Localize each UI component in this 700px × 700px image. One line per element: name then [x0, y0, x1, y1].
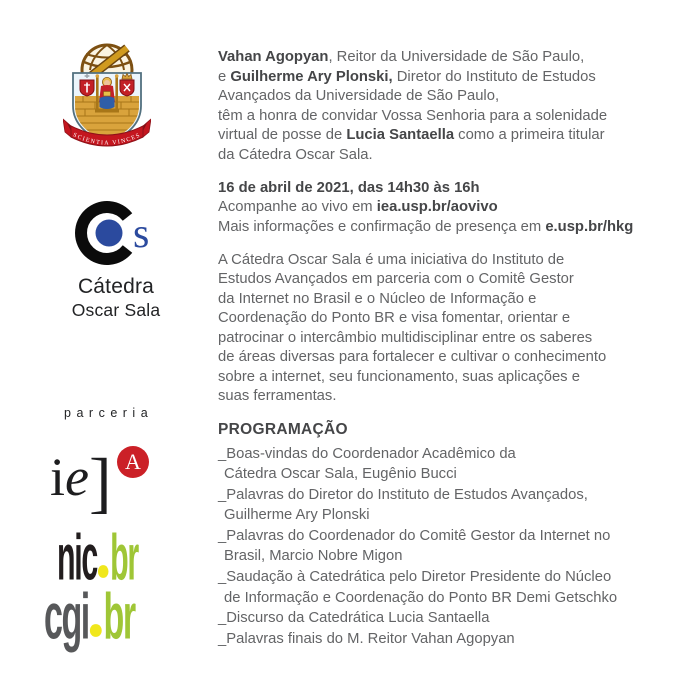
text: , Reitor da Universidade de São Paulo,: [328, 49, 585, 65]
text: Mais informações e confirmação de presença em: [218, 218, 546, 235]
text-line: [218, 218, 688, 238]
about-paragraph: [218, 251, 688, 407]
text-line: _Palavras do Diretor do Instituto de Estudos Avançados,: [218, 486, 588, 503]
partnership-label: parceria: [64, 406, 154, 420]
text-line: _Discurso da Catedrática Lucia Santaella: [218, 610, 490, 627]
catedra-s-letter: s: [133, 211, 150, 257]
event-details: [218, 179, 688, 238]
text: virtual de posse de: [218, 127, 347, 143]
text-line: de áreas diversas para fortalecer e cultivar o conhecimento: [218, 349, 607, 365]
text: Diretor do Instituto de Estudos: [392, 68, 596, 85]
right-column: [218, 48, 688, 649]
text-line: Guilherme Ary Plonski: [224, 507, 370, 524]
text-line: suas ferramentas.: [218, 388, 337, 404]
enthroned-figure-icon: [95, 74, 119, 112]
text-line: patrocinar o intercâmbio multidisciplinar entre os saberes: [218, 329, 593, 346]
text-line: [218, 126, 688, 146]
catedra-logo-name-line1: Cátedra: [77, 275, 155, 298]
text-line: [218, 198, 688, 218]
nicbr-logo-text: nic: [57, 519, 97, 594]
yellow-dot-icon: [90, 623, 102, 636]
bold-text: iea.usp.br/aovivo: [376, 199, 498, 215]
text-line: de Informação e Coordenação do Ponto BR Demi Getschko: [224, 589, 618, 606]
text-line: Estudos Avançados em parceria com o Comitê Gestor: [218, 271, 574, 287]
text-line: Brasil, Marcio Nobre Migon: [224, 548, 403, 565]
text-line: _Palavras finais do M. Reitor Vahan Agopyan: [218, 630, 515, 647]
text-line: [218, 68, 688, 88]
cgibr-logo-suffix: br: [103, 578, 135, 653]
catedra-cs-icon: [70, 196, 162, 270]
iea-letter-e: e: [65, 447, 89, 507]
usp-coat-of-arms-icon: [63, 40, 151, 166]
catedra-oscar-sala-logo: [64, 196, 168, 321]
text: como a primeira titular: [454, 127, 605, 143]
iea-logo-text: [50, 444, 112, 520]
bold-text: Lucia Santaella: [346, 127, 455, 143]
catedra-logo-name-line2: Oscar Sala: [71, 300, 161, 320]
iea-bracket: ]: [88, 444, 112, 520]
text: Acompanhe ao vivo em: [218, 199, 377, 215]
bold-text: Guilherme Ary Plonski,: [230, 68, 393, 85]
right-mini-shield-icon: [120, 74, 134, 97]
cgibr-logo: [44, 578, 166, 653]
iea-a-badge-icon: A: [117, 446, 149, 478]
text-line: Avançados da Universidade de São Paulo,: [218, 88, 500, 104]
invitation-intro: [218, 48, 688, 165]
iea-letter-i: i: [50, 447, 66, 507]
bold-text: 16 de abril de 2021, das 14h30 às 16h: [218, 179, 480, 196]
text-line: [218, 179, 688, 199]
bold-text: e.usp.br/hkg: [545, 218, 634, 235]
nicbr-logo-suffix: br: [110, 519, 138, 594]
text-line: Cátedra Oscar Sala, Eugênio Bucci: [224, 466, 457, 483]
text-line: da Internet no Brasil e o Núcleo de Informação e: [218, 290, 537, 307]
text-line: Coordenação do Ponto BR e visa fomentar, orientar e: [218, 310, 571, 326]
text-line: _Saudação à Catedrática pelo Diretor Presidente do Núcleo: [218, 569, 612, 586]
program-title: PROGRAMAÇÃO: [218, 421, 348, 438]
nicbr-logo: [57, 519, 179, 594]
text-line: [218, 48, 688, 68]
text: e: [218, 68, 231, 85]
bold-text: Vahan Agopyan: [218, 49, 329, 65]
text-line: da Cátedra Oscar Sala.: [218, 146, 373, 163]
text-line: A Cátedra Oscar Sala é uma iniciativa do Instituto de: [218, 251, 565, 268]
usp-crest: [63, 40, 151, 166]
program-list: [218, 444, 688, 650]
text-line: _Palavras do Coordenador do Comitê Gestor da Internet no: [218, 527, 611, 544]
usp-motto: SCIENTIA VINCES: [71, 132, 143, 147]
text-line: sobre a internet, seu funcionamento, suas aplicações e: [218, 368, 580, 385]
text-line: têm a honra de convidar Vossa Senhoria para a solenidade: [218, 107, 608, 124]
yellow-dot-icon: [98, 564, 109, 577]
cgibr-logo-text: cgi: [44, 578, 89, 653]
text-line: _Boas-vindas do Coordenador Acadêmico da: [218, 445, 516, 462]
